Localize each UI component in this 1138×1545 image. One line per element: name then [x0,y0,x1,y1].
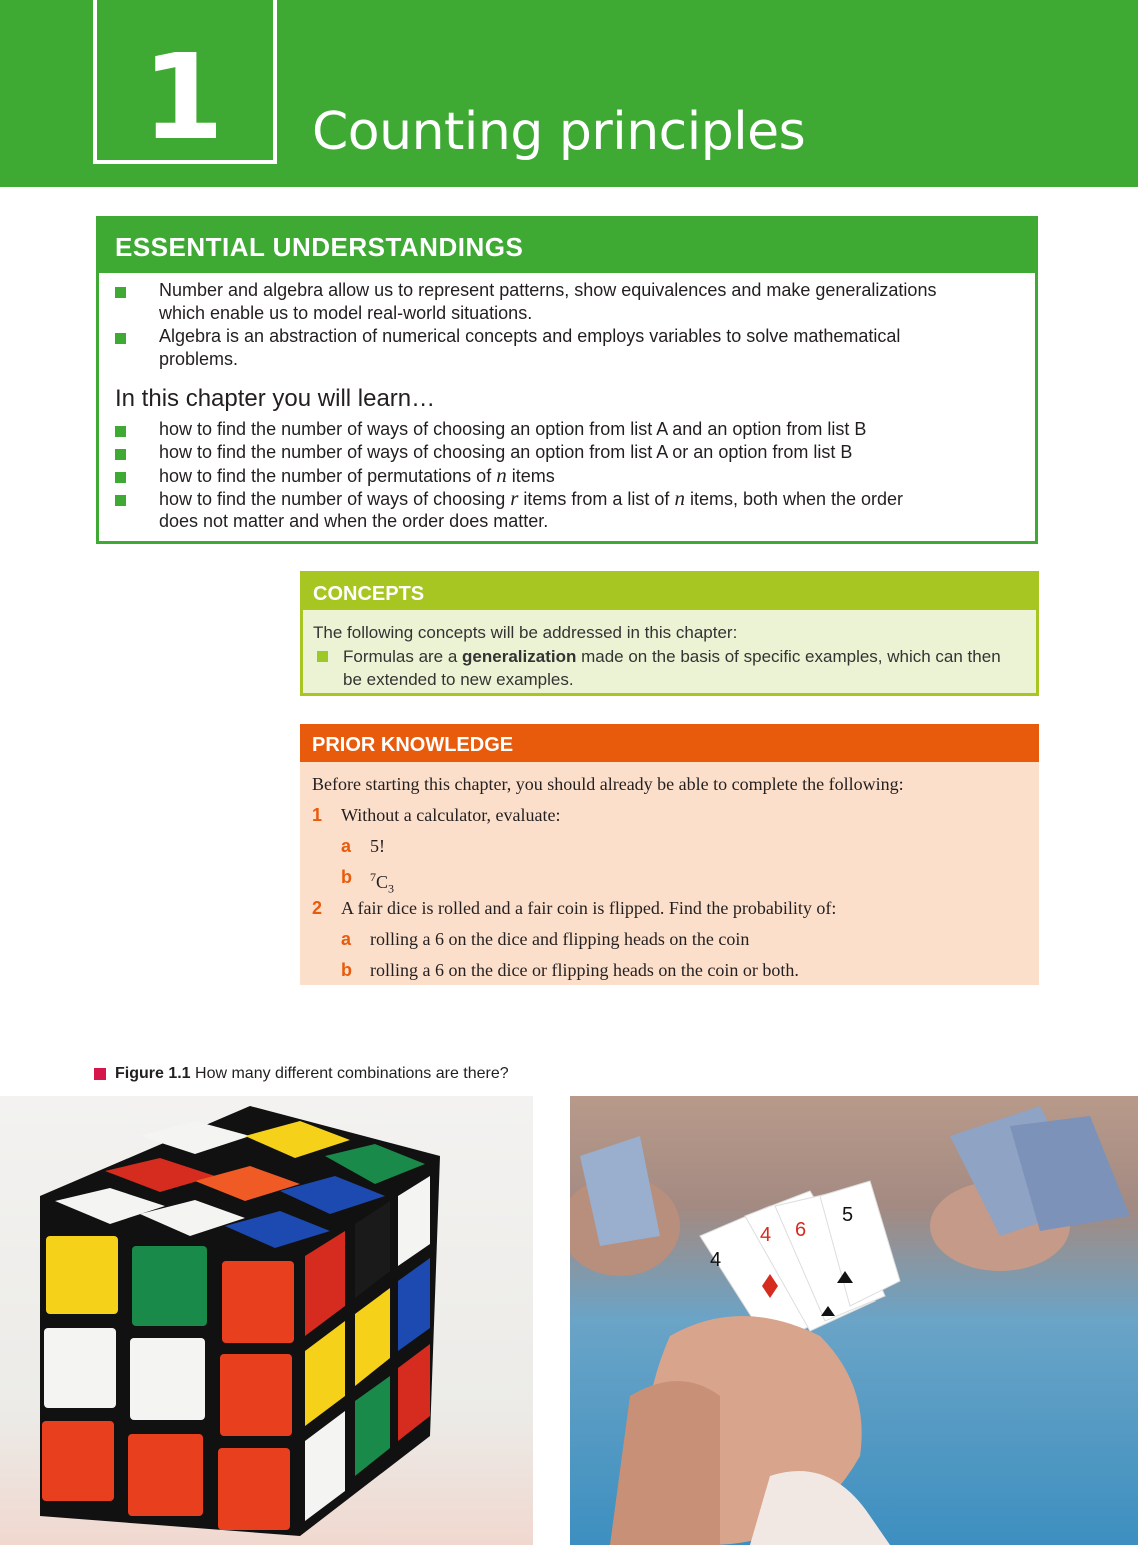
bullet-square-icon [115,472,126,483]
prior-knowledge-title: PRIOR KNOWLEDGE [312,734,514,756]
learn-heading: In this chapter you will learn… [115,385,436,412]
part-text: rolling a 6 on the dice or flipping heads on the coin or both. [370,960,799,980]
concepts-box [300,571,1039,696]
chapter-number: 1 [141,28,225,166]
card-rank-label: 6 [795,1219,807,1241]
bullet-text: Number and algebra allow us to represent patterns, show equivalences and make generalizations [159,280,937,300]
question-number: 1 [312,805,323,825]
bullet-square-icon [115,449,126,460]
hand-graphic [610,1381,720,1545]
part-label: a [341,929,352,949]
figure-caption: Figure 1.1 How many different combinations are there? [115,1065,509,1082]
bullet-square-icon [115,426,126,437]
sleeve-graphic [750,1471,890,1545]
bullet-text: which enable us to model real-world situations. [159,303,533,323]
part-label: b [341,867,352,887]
bullet-text: does not matter and when the order does matter. [159,511,549,531]
bullet-text: problems. [159,349,239,369]
bullet-text: how to find the number of ways of choosing an option from list A and an option from list B [159,419,867,439]
question-text: A fair dice is rolled and a fair coin is flipped. Find the probability of: [341,898,837,918]
bullet-square-icon [115,333,126,344]
part-label: a [341,836,352,856]
concepts-title: CONCEPTS [313,583,425,605]
concept-item: Formulas are a generalization made on the basis of specific examples, which can then be extended to new examples. [343,647,1001,689]
bullet-square-icon [317,651,328,662]
playing-cards-photo [570,1096,1138,1545]
question-number: 2 [312,898,323,918]
part-text: $^7C_3$ [370,870,395,896]
card-rank-label: 5 [842,1204,854,1226]
bullet-square-icon [115,287,126,298]
part-label: b [341,960,352,980]
part-text: 5! [370,836,385,856]
essential-understandings-title: ESSENTIAL UNDERSTANDINGS [115,232,524,262]
prior-knowledge-box [300,724,1039,985]
rubiks-cube-illustration [0,1096,533,1545]
figure-square-icon [94,1068,106,1080]
bullet-text: how to find the number of ways of choosing an option from list A or an option from list B [159,442,853,462]
playing-cards-illustration [570,1096,1138,1545]
card-rank-label: 4 [760,1224,772,1246]
part-text: rolling a 6 on the dice and flipping heads on the coin [370,929,750,949]
essential-understandings-box [96,216,1038,544]
chapter-title: Counting principles [312,102,806,162]
bullet-text: Algebra is an abstraction of numerical concepts and employs variables to solve mathematical [159,326,901,346]
concepts-intro: The following concepts will be addressed in this chapter: [313,623,738,642]
card-rank-label: 4 [710,1249,722,1271]
question-text: Without a calculator, evaluate: [341,805,561,825]
prior-knowledge-intro: Before starting this chapter, you should already be able to complete the following: [312,774,904,794]
rubiks-cube-photo [0,1096,533,1545]
bullet-text: how to find the number of permutations of n items [159,463,555,487]
bullet-text: how to find the number of ways of choosing r items from a list of n items, both when the order [159,486,904,510]
bullet-square-icon [115,495,126,506]
